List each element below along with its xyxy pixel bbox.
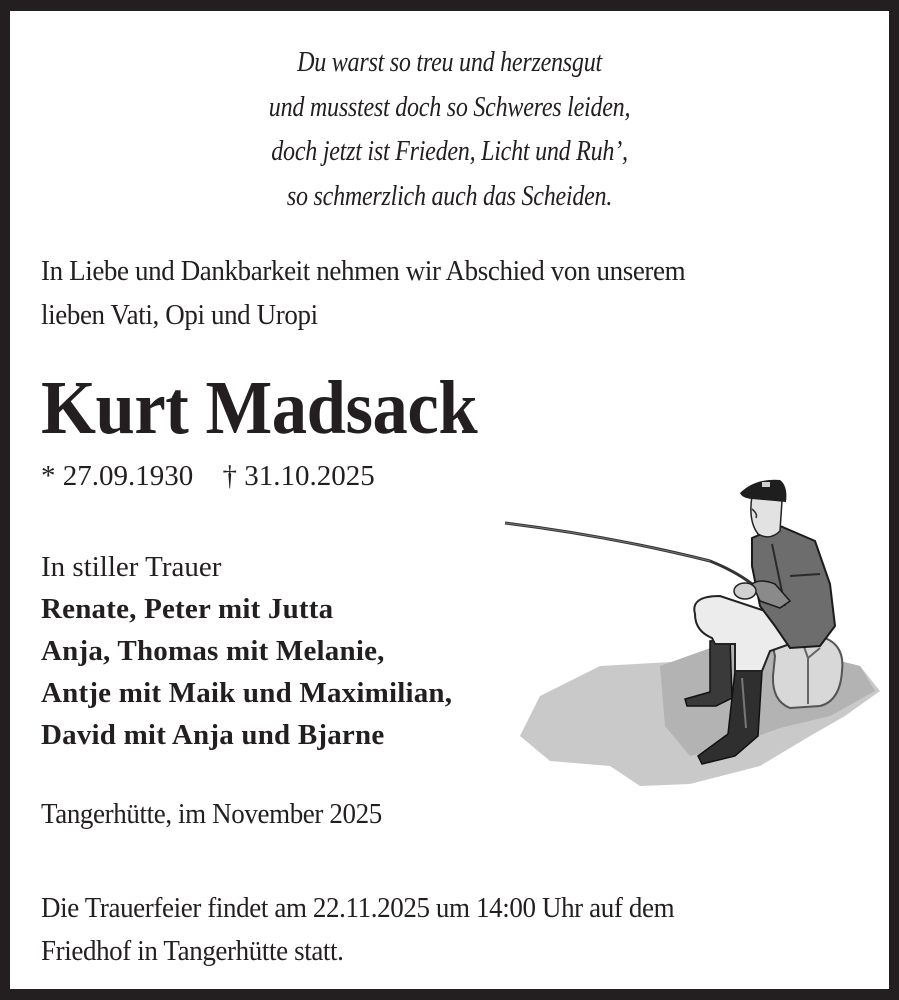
mourner-family: Antje mit Maik und Maximilian, bbox=[41, 677, 453, 709]
birth-star-icon: * bbox=[41, 460, 56, 492]
poem-line: und musstest doch so Schweres leiden, bbox=[268, 91, 631, 123]
intro-line: In Liebe und Dankbarkeit nehmen wir Abschied von unserem bbox=[41, 255, 686, 287]
poem bbox=[10, 41, 889, 219]
deceased-name: Kurt Madsack bbox=[41, 366, 478, 450]
funeral-line: Die Trauerfeier findet am 22.11.2025 um 14:00 Uhr auf dem bbox=[41, 892, 675, 924]
mourner-family: Renate, Peter mit Jutta bbox=[41, 593, 334, 625]
poem-line: so schmerzlich auch das Scheiden. bbox=[286, 180, 613, 212]
funeral-notice bbox=[41, 887, 722, 973]
dagger-icon: † bbox=[222, 460, 237, 492]
intro-text bbox=[41, 249, 881, 337]
intro-line: lieben Vati, Opi und Uropi bbox=[41, 299, 318, 331]
death-date: 31.10.2025 bbox=[244, 460, 375, 492]
place-and-date: Tangerhütte, im November 2025 bbox=[41, 798, 382, 830]
mourners-heading: In stiller Trauer bbox=[41, 551, 222, 583]
poem-line: doch jetzt ist Frieden, Licht und Ruh’, bbox=[271, 136, 628, 167]
funeral-line: Friedhof in Tangerhütte statt. bbox=[41, 935, 344, 967]
obituary-card bbox=[10, 11, 889, 989]
mourner-family: David mit Anja und Bjarne bbox=[41, 719, 385, 751]
mourner-family: Anja, Thomas mit Melanie, bbox=[41, 635, 385, 667]
life-dates bbox=[41, 458, 375, 494]
mourners bbox=[41, 546, 452, 756]
fisherman-illustration bbox=[490, 466, 890, 796]
poem-line: Du warst so treu und herzensgut bbox=[297, 47, 602, 78]
birth-date: 27.09.1930 bbox=[62, 460, 194, 492]
